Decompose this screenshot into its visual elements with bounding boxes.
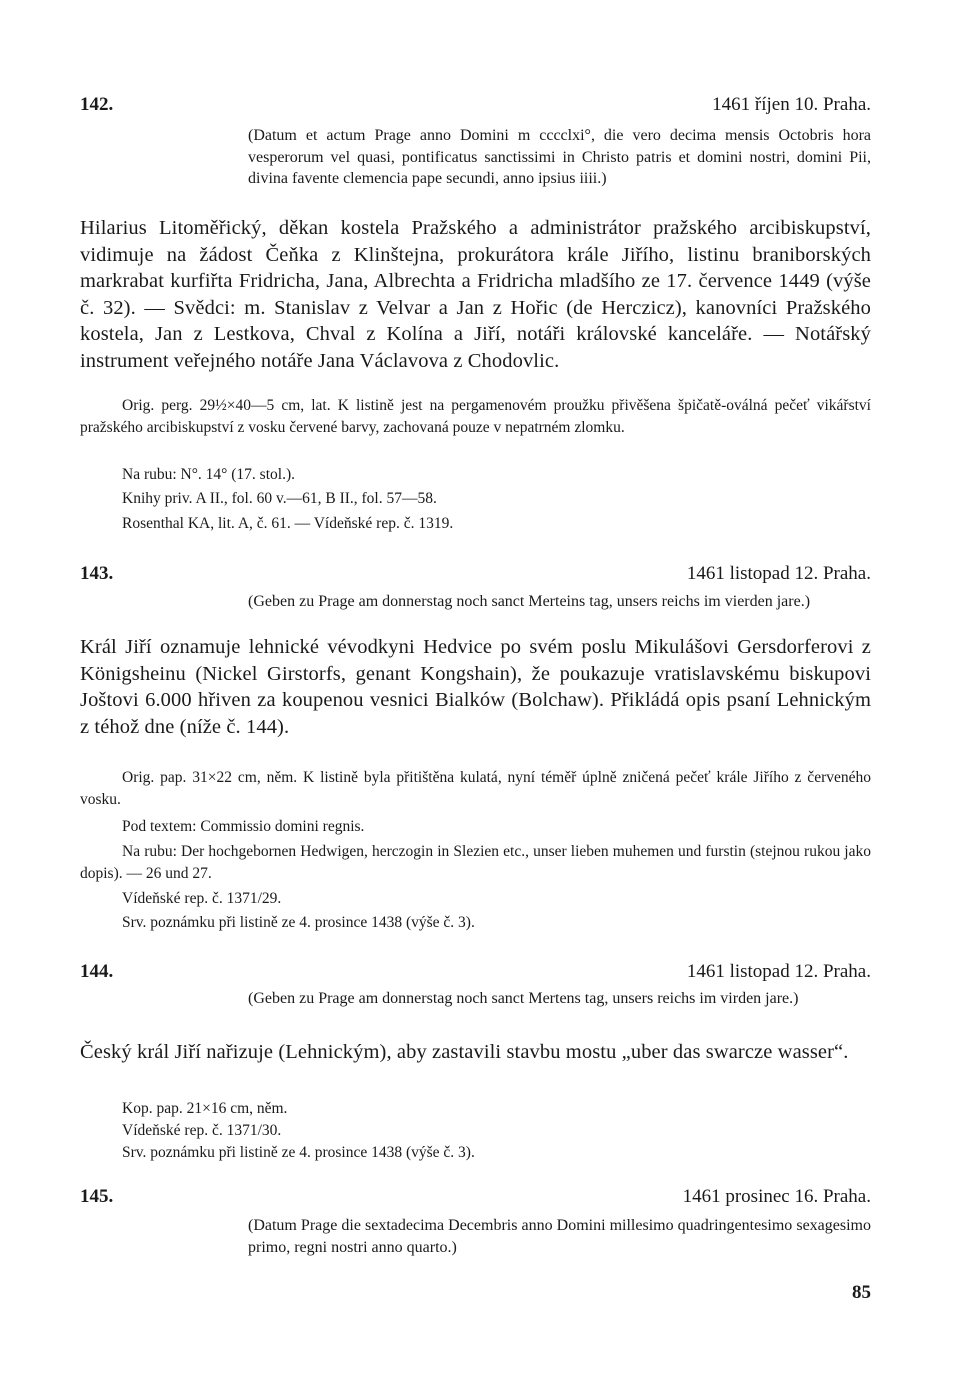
entry-regest-143: Král Jiří oznamuje lehnické vévodkyni Hedvice po svém poslu Mikulášovi Gersdorferovi z Königsheinu (Nickel Girstorfs, genant Kongshain), že poukazuje vratislavskému biskupovi Joštovi 6.000 hřiven za koupenou vesnici Bialków (Bolchaw). Přikládá opis psaní Lehnickým z téhož dne (níže č. 144). bbox=[80, 636, 871, 738]
entry-date-144: 1461 listopad 12. Praha. bbox=[686, 961, 871, 982]
entry-date-143: 1461 listopad 12. Praha. bbox=[686, 563, 871, 584]
entry-datum-145: (Datum Prage die sextadecima Decembris anno Domini millesimo quadringentesimo sexagesimo primo, regni nostri anno quarto.) bbox=[248, 1217, 871, 1256]
entry-note-143-4: Srv. poznámku při listině ze 4. prosince 1438 (výše č. 3). bbox=[122, 914, 475, 931]
entry-regest-142: Hilarius Litoměřický, děkan kostela Pražského a administrátor pražského arcibiskupství, vidimuje na žádost Čeňka z Klinštejna, prokurátora krále Jiřího, listinu braniborských markrabat kurfiřta Fridricha, Jana, Albrechta a Fridricha mladšího ze 17. července 1449 (výše č. 32). — Svědci: m. Stanislav z Velvar a Jan z Hořic (de Herczicz), kanovníci Pražského kostela, Jan z Lestkova, Chval z Kolína a Jiří, notáři královské kanceláře. — Notářský instrument veřejného notáře Jana Václavova z Chodovlic. bbox=[80, 217, 871, 372]
entry-number-144: 144. bbox=[80, 961, 114, 982]
entry-note-143-1: Pod textem: Commissio domini regnis. bbox=[122, 818, 365, 835]
entry-note-143-2: Na rubu: Der hochgebornen Hedwigen, herczogin in Slezien etc., unser lieben muhemen und furstin (stejnou rukou jako dopis). — 26 und 27. bbox=[80, 843, 871, 882]
entry-note-144-1: Kop. pap. 21×16 cm, něm. bbox=[122, 1100, 288, 1117]
entry-note-144-3: Srv. poznámku při listině ze 4. prosince 1438 (výše č. 3). bbox=[122, 1144, 475, 1161]
entry-number-145: 145. bbox=[80, 1186, 114, 1207]
entry-number-143: 143. bbox=[80, 563, 114, 584]
entry-note-143-3: Vídeňské rep. č. 1371/29. bbox=[122, 890, 282, 907]
entry-note-main-142: Orig. perg. 29½×40—5 cm, lat. K listině jest na pergamenovém proužku přivěšena špičatě-oválná pečeť vikářství pražského arcibiskupství z vosku červené barvy, zachovaná pouze v nepatrném zlomku. bbox=[80, 397, 871, 436]
entry-note-142-1: Na rubu: N°. 14° (17. stol.). bbox=[122, 466, 295, 483]
entry-note-142-3: Rosenthal KA, lit. A, č. 61. — Vídeňské rep. č. 1319. bbox=[122, 515, 454, 532]
entry-datum-143: (Geben zu Prage am donnerstag noch sanct Merteins tag, unsers reichs im vierden jare.) bbox=[248, 593, 811, 610]
entry-date-145: 1461 prosinec 16. Praha. bbox=[682, 1186, 871, 1207]
entry-datum-144: (Geben zu Prage am donnerstag noch sanct Mertens tag, unsers reichs im virden jare.) bbox=[248, 990, 799, 1007]
page-number: 85 bbox=[852, 1282, 871, 1303]
entry-regest-144: Český král Jiří nařizuje (Lehnickým), aby zastavili stavbu mostu „uber das swarcze wasser“. bbox=[80, 1041, 849, 1063]
entry-number-142: 142. bbox=[80, 94, 114, 115]
entry-note-142-2: Knihy priv. A II., fol. 60 v.—61, B II., fol. 57—58. bbox=[122, 490, 437, 507]
entry-note-144-2: Vídeňské rep. č. 1371/30. bbox=[122, 1122, 282, 1139]
entry-note-main-143: Orig. pap. 31×22 cm, něm. K listině byla přitištěna kulatá, nyní téměř úplně zničená pečeť krále Jiřího z červeného vosku. bbox=[80, 769, 871, 808]
entry-datum-142: (Datum et actum Prage anno Domini m cccclxi°, die vero decima mensis Octobris hora vesperorum vel quasi, pontificatus sanctissimi in Christo patris et domini nostri, domini Pii, divina favente clemencia pape secundi, anno ipsius iiii.) bbox=[248, 127, 871, 187]
entry-date-142: 1461 říjen 10. Praha. bbox=[712, 94, 871, 115]
